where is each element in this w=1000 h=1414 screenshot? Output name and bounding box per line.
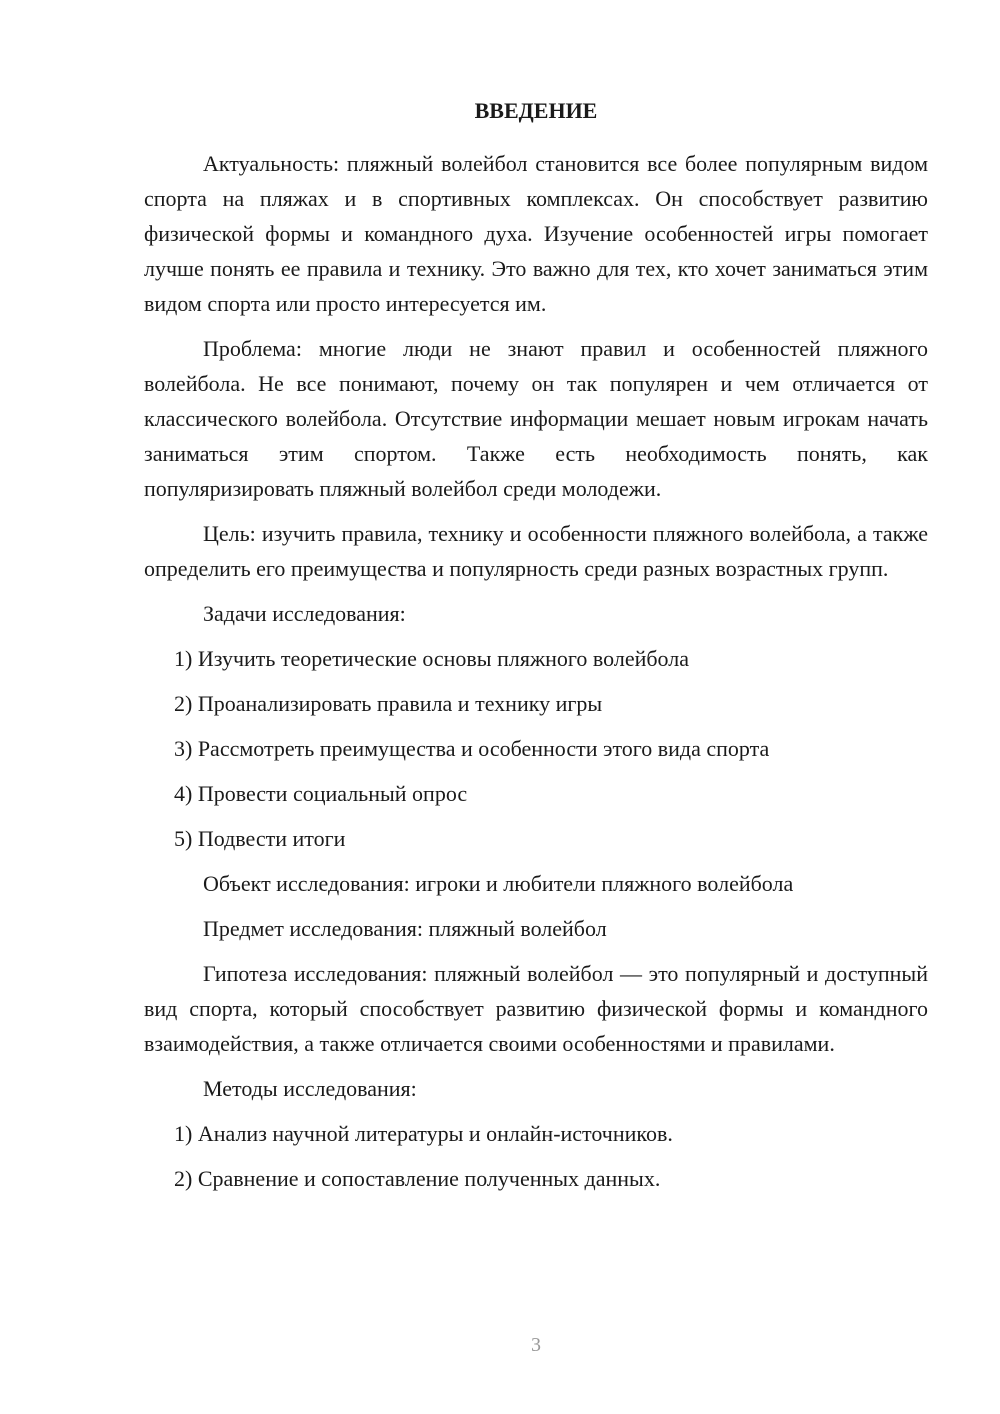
tasks-title: Задачи исследования:	[203, 601, 406, 626]
paragraph-problem: Проблема: многие люди не знают правил и особенностей пляжного волейбола. Не все понимают, почему он так популярен и чем отличается от классического волейбола. Отсутствие информации мешает новым игрокам начать заниматься этим спортом. Также есть необходимость понять, как популяризировать пляжный волейбол среди молодежи.	[144, 336, 928, 501]
paragraph-relevance: Актуальность: пляжный волейбол становится все более популярным видом спорта на пляжах и в спортивных комплексах. Он способствует развитию физической формы и командного духа. Изучение особенностей игры помогает лучше понять ее правила и технику. Это важно для тех, кто хочет заниматься этим видом спорта или просто интересуется им.	[144, 151, 928, 316]
list-item: 1) Изучить теоретические основы пляжного волейбола	[174, 646, 690, 671]
page-content	[144, 96, 928, 1206]
methods-title: Методы исследования:	[203, 1076, 417, 1101]
paragraph-goal: Цель: изучить правила, технику и особенности пляжного волейбола, а также определить его преимущества и популярность среди разных возрастных групп.	[144, 521, 928, 581]
list-item: 5) Подвести итоги	[174, 826, 346, 851]
list-item: 1) Анализ научной литературы и онлайн-источников.	[174, 1121, 673, 1146]
list-item: 2) Проанализировать правила и технику игры	[174, 691, 603, 716]
paragraph-hypothesis: Гипотеза исследования: пляжный волейбол — это популярный и доступный вид спорта, который способствует развитию физической формы и командного взаимодействия, а также отличается своими особенностями и правилами.	[144, 961, 928, 1056]
list-item: 2) Сравнение и сопоставление полученных данных.	[174, 1166, 661, 1191]
paragraph-subject: Предмет исследования: пляжный волейбол	[203, 916, 607, 941]
list-item: 4) Провести социальный опрос	[174, 781, 468, 806]
methods-list	[144, 1116, 928, 1196]
page-number: 3	[531, 1334, 541, 1356]
paragraph-object: Объект исследования: игроки и любители пляжного волейбола	[203, 871, 794, 896]
list-item: 3) Рассмотреть преимущества и особенности этого вида спорта	[174, 736, 770, 761]
tasks-list	[144, 641, 928, 856]
section-heading: ВВЕДЕНИЕ	[474, 98, 598, 123]
